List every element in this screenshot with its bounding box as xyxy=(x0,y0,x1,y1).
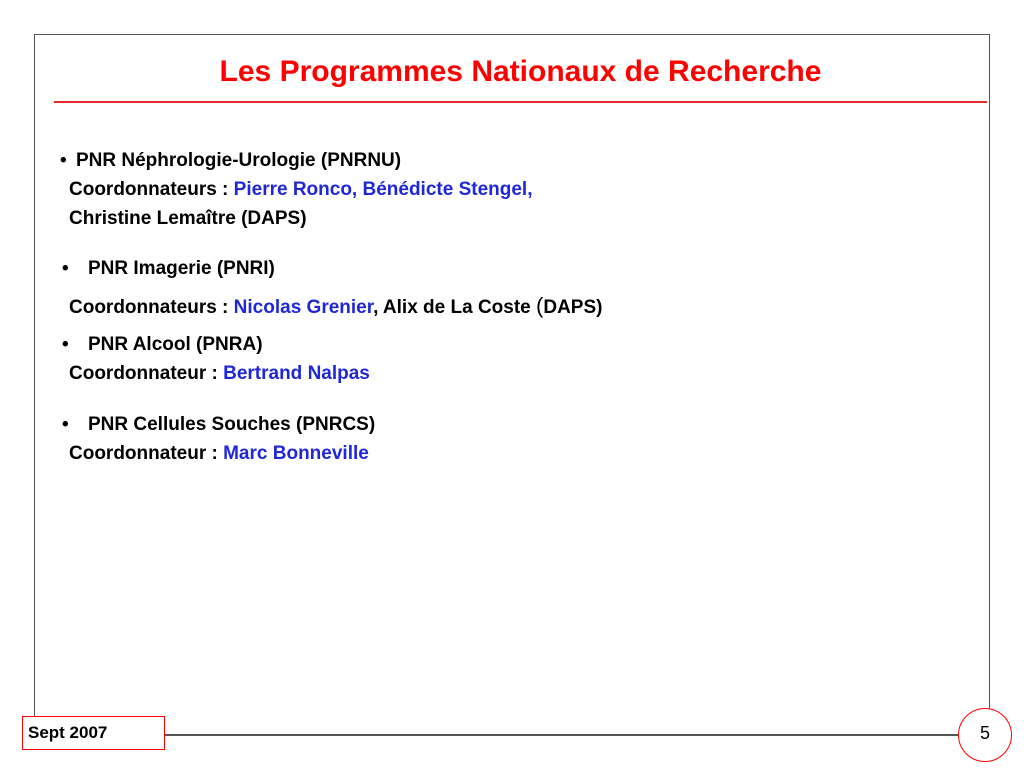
coordinators-line xyxy=(60,291,960,320)
bullet: • xyxy=(62,414,69,435)
coordinators-tail: DAPS) xyxy=(543,297,603,318)
coordinators-line xyxy=(60,359,960,388)
title-underline xyxy=(54,101,987,103)
item-heading-line xyxy=(60,254,960,283)
coordinators-label: Coordonnateurs : xyxy=(69,179,234,200)
page-number: 5 xyxy=(958,708,1012,762)
bullet: • xyxy=(62,334,69,355)
list-item-pnrnu xyxy=(60,146,960,233)
item-heading: PNR Néphrologie-Urologie (PNRNU) xyxy=(76,150,402,171)
slide-title: Les Programmes Nationaux de Recherche xyxy=(219,55,822,88)
coordinators-line xyxy=(60,175,960,204)
coordinators-line xyxy=(60,439,960,468)
item-heading-line xyxy=(60,410,960,439)
item-heading-line xyxy=(60,146,960,175)
item-heading: PNR Imagerie (PNRI) xyxy=(88,258,275,279)
item-heading: PNR Cellules Souches (PNRCS) xyxy=(88,414,376,435)
footer-date: Sept 2007 xyxy=(22,716,165,750)
coordinators-label: Coordonnateurs : xyxy=(69,297,234,318)
list-item-pnra xyxy=(60,330,960,388)
footer-divider xyxy=(165,734,959,736)
list-item-pnrcs xyxy=(60,410,960,468)
item-heading-line xyxy=(60,330,960,359)
coordinators-extra: Christine Lemaître (DAPS) xyxy=(69,208,307,229)
coordinators-names: Pierre Ronco, Bénédicte Stengel, xyxy=(233,179,533,200)
bullet: • xyxy=(60,150,67,171)
coordinators-extra-line xyxy=(60,204,960,233)
list-item-pnri xyxy=(60,254,960,320)
bullet: • xyxy=(62,258,69,279)
coordinators-rest: , Alix de La Coste xyxy=(373,297,537,318)
item-heading: PNR Alcool (PNRA) xyxy=(88,334,263,355)
coordinators-names: Nicolas Grenier xyxy=(233,297,374,318)
paren-open: ( xyxy=(536,293,544,318)
coordinators-names: Marc Bonneville xyxy=(223,443,369,464)
coordinators-label: Coordonnateur : xyxy=(69,363,224,384)
coordinators-names: Bertrand Nalpas xyxy=(223,363,370,384)
coordinators-label: Coordonnateur : xyxy=(69,443,224,464)
